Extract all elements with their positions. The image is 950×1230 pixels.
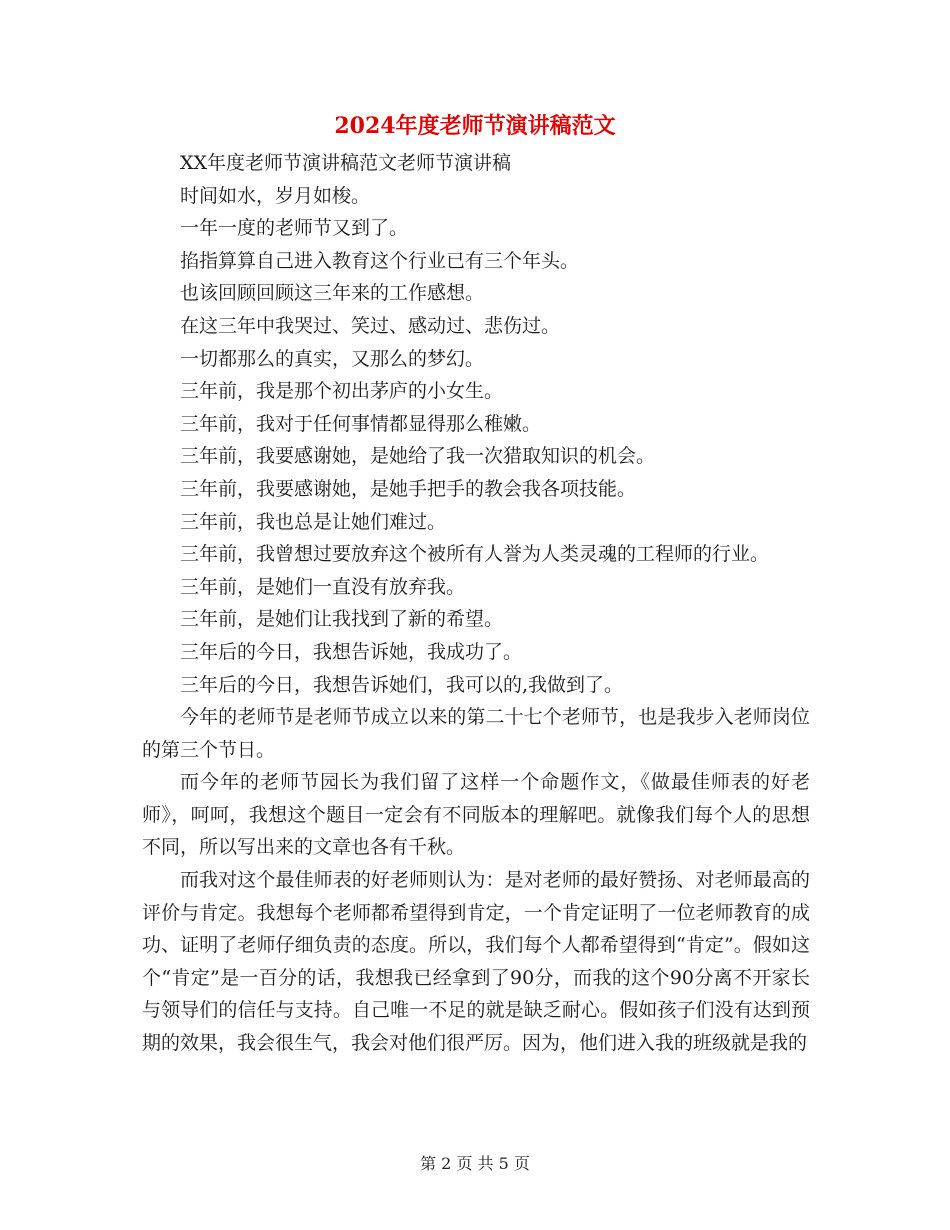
- paragraph: 三年后的今日，我想告诉她，我成功了。: [180, 640, 523, 663]
- paragraph: 三年前，我是那个初出茅庐的小女生。: [180, 380, 504, 403]
- paragraph: 三年前，我要感谢她，是她手把手的教会我各项技能。: [180, 477, 637, 500]
- paragraph: XX年度老师节演讲稿范文老师节演讲稿: [180, 152, 512, 174]
- paragraph: 三年前，是她们一直没有放弃我。: [180, 575, 466, 598]
- paragraph: 三年前，我也总是让她们难过。: [180, 510, 447, 533]
- document-body: [142, 147, 810, 1060]
- paragraph: 时间如水，岁月如梭。: [180, 184, 371, 207]
- paragraph: 而今年的老师节园长为我们留了这样一个命题作文，《做最佳师表的好老师》，呵呵，我想这个题目一定会有不同版本的理解吧。就像我们每个人的思想不同，所以写出来的文章也各有千秋。: [142, 771, 810, 859]
- paragraph: 而我对这个最佳师表的好老师则认为：是对老师的最好赞扬、对老师最高的评价与肯定。我想每个老师都希望得到肯定，一个肯定证明了一位老师教育的成功、证明了老师仔细负责的态度。所以，我们每个人都希望得到“肯定”。假如这个“肯定”是一百分的话，我想我已经拿到了90分，而我的这个90分离不开家长与领导们的信任与支持。自己唯一不足的就是缺乏耐心。假如孩子们没有达到预期的效果，我会很生气，我会对他们很严厉。因为，他们进入我的班级就是我的: [142, 869, 810, 1055]
- paragraph: 三年前，我对于任何事情都显得那么稚嫩。: [180, 412, 542, 435]
- page-number-footer: 第 2 页 共 5 页: [420, 1154, 530, 1173]
- paragraph: 三年后的今日，我想告诉她们，我可以的,我做到了。: [180, 673, 624, 696]
- paragraph: 三年前，我曾想过要放弃这个被所有人誉为人类灵魂的工程师的行业。: [180, 543, 770, 566]
- paragraph: 掐指算算自己进入教育这个行业已有三个年头。: [180, 249, 580, 272]
- paragraph: 三年前，我要感谢她，是她给了我一次猎取知识的机会。: [180, 445, 656, 468]
- paragraph: 一切都那么的真实，又那么的梦幻。: [180, 347, 485, 370]
- document-title: 2024年度老师节演讲稿范文: [334, 113, 616, 139]
- paragraph: 一年一度的老师节又到了。: [180, 217, 409, 240]
- paragraph: 今年的老师节是老师节成立以来的第二十七个老师节，也是我步入老师岗位的第三个节日。: [142, 706, 810, 761]
- paragraph: 三年前，是她们让我找到了新的希望。: [180, 608, 504, 631]
- paragraph: 也该回顾回顾这三年来的工作感想。: [180, 282, 485, 305]
- paragraph: 在这三年中我哭过、笑过、感动过、悲伤过。: [180, 314, 561, 337]
